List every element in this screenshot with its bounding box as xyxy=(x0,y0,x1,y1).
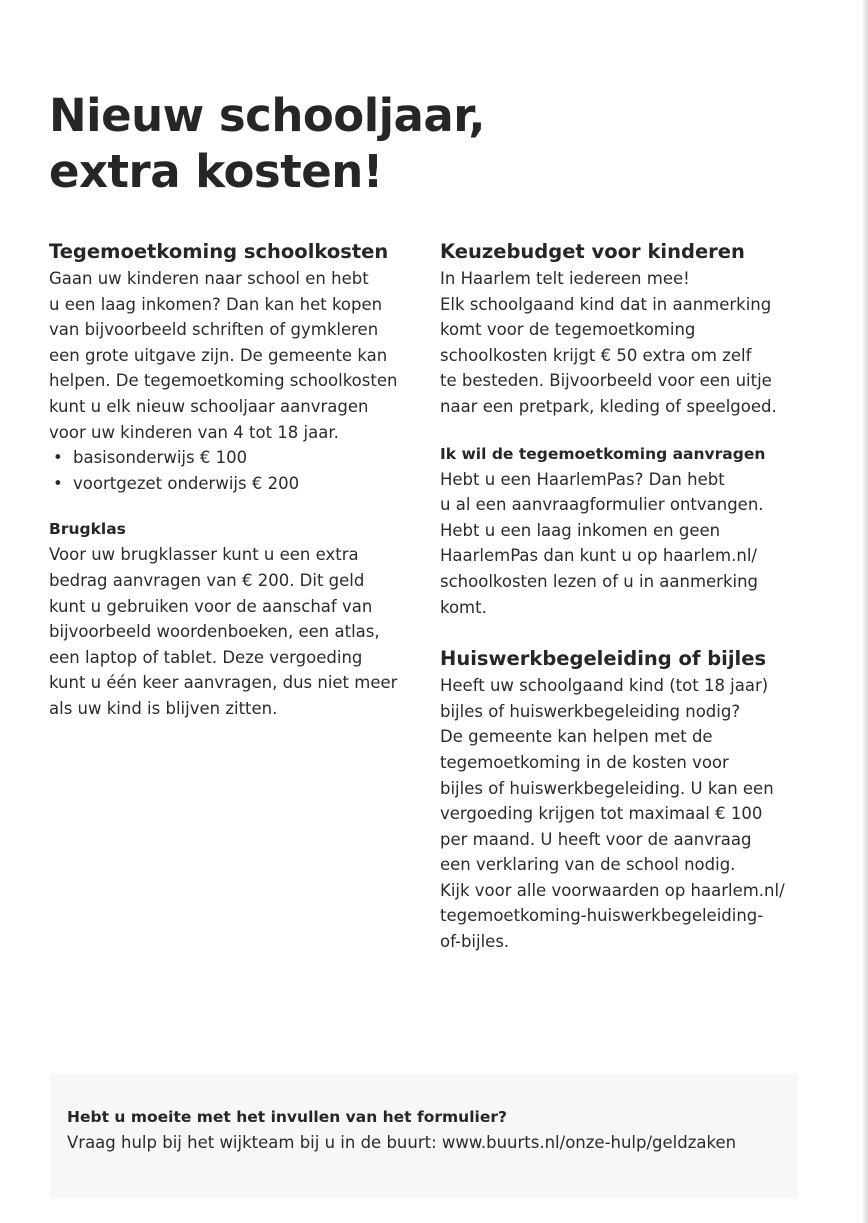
page-title-line-2: extra kosten! xyxy=(49,145,383,198)
huiswerk-line: tegemoetkoming in de kosten voor xyxy=(440,752,729,772)
huiswerk-line: bijles of huiswerkbegeleiding nodig? xyxy=(440,701,741,721)
page-title-line-1: Nieuw schooljaar, xyxy=(49,89,485,142)
bullet-text: voortgezet onderwijs € 200 xyxy=(73,473,300,493)
keuzebudget-heading: Keuzebudget voor kinderen xyxy=(440,240,745,263)
brugklas-line: bedrag aanvragen van € 200. Dit geld xyxy=(49,570,365,590)
left-column xyxy=(49,237,421,722)
schoolkosten-line: voor uw kinderen van 4 tot 18 jaar. xyxy=(49,422,339,442)
aanvragen-line: u al een aanvraagformulier ontvangen. xyxy=(440,495,764,515)
bullet-item-voortgezet-onderwijs xyxy=(49,471,421,497)
brugklas-heading: Brugklas xyxy=(49,520,126,539)
brugklas-line: kunt u één keer aanvragen, dus niet meer xyxy=(49,673,398,693)
brugklas-line: Voor uw brugklasser kunt u een extra xyxy=(49,545,359,565)
schoolkosten-heading: Tegemoetkoming schoolkosten xyxy=(49,240,389,263)
bullet-dot: • xyxy=(53,473,63,493)
schoolkosten-line: van bijvoorbeeld schriften of gymkleren xyxy=(49,320,379,340)
aanvragen-line: schoolkosten lezen of u in aanmerking xyxy=(440,571,759,591)
schoolkosten-body xyxy=(49,266,421,445)
scan-edge xyxy=(863,0,868,1223)
schoolkosten-line: een grote uitgave zijn. De gemeente kan xyxy=(49,345,388,365)
keuzebudget-line: te besteden. Bijvoorbeeld voor een uitje xyxy=(440,371,772,391)
section-brugklas xyxy=(49,517,421,721)
keuzebudget-line: komt voor de tegemoetkoming xyxy=(440,320,696,340)
brugklas-line: een laptop of tablet. Deze vergoeding xyxy=(49,647,363,667)
help-box xyxy=(50,1074,798,1198)
keuzebudget-line: naar een pretpark, kleding of speelgoed. xyxy=(440,396,777,416)
keuzebudget-line: schoolkosten krijgt € 50 extra om zelf xyxy=(440,345,752,365)
schoolkosten-line: helpen. De tegemoetkoming schoolkosten xyxy=(49,371,398,391)
aanvragen-line: HaarlemPas dan kunt u op haarlem.nl/ xyxy=(440,546,757,566)
help-box-text: Vraag hulp bij het wijkteam bij u in de buurt: www.buurts.nl/onze-hulp/geldzaken xyxy=(67,1133,737,1152)
huiswerk-body xyxy=(440,673,820,955)
schoolkosten-bullet-list xyxy=(49,445,421,496)
aanvragen-body xyxy=(440,467,820,621)
brugklas-body xyxy=(49,542,421,721)
help-box-content xyxy=(67,1105,736,1156)
schoolkosten-line: Gaan uw kinderen naar school en hebt xyxy=(49,269,369,288)
spacer xyxy=(440,620,820,644)
aanvragen-heading: Ik wil de tegemoetkoming aanvragen xyxy=(440,444,766,463)
keuzebudget-line: Elk schoolgaand kind dat in aanmerking xyxy=(440,294,772,314)
schoolkosten-line: u een laag inkomen? Dan kan het kopen xyxy=(49,294,383,314)
schoolkosten-line: kunt u elk nieuw schooljaar aanvragen xyxy=(49,396,369,416)
section-huiswerkbegeleiding xyxy=(440,644,820,955)
brugklas-line: als uw kind is blijven zitten. xyxy=(49,698,278,718)
section-aanvragen xyxy=(440,442,820,621)
huiswerk-line: per maand. U heeft voor de aanvraag xyxy=(440,829,752,849)
huiswerk-line: vergoeding krijgen tot maximaal € 100 xyxy=(440,804,763,824)
section-keuzebudget xyxy=(440,237,820,420)
huiswerk-line: bijles of huiswerkbegeleiding. U kan een xyxy=(440,778,774,798)
bullet-item-basisonderwijs xyxy=(49,445,421,471)
keuzebudget-line: In Haarlem telt iedereen mee! xyxy=(440,269,690,288)
aanvragen-line: Hebt u een HaarlemPas? Dan hebt xyxy=(440,469,725,489)
right-column xyxy=(440,237,820,955)
bullet-text: basisonderwijs € 100 xyxy=(73,448,248,468)
huiswerk-line: een verklaring van de school nodig. xyxy=(440,855,736,875)
brugklas-line: kunt u gebruiken voor de aanschaf van xyxy=(49,596,373,616)
page-title xyxy=(49,88,609,200)
keuzebudget-body xyxy=(440,266,820,420)
help-box-title: Hebt u moeite met het invullen van het formulier? xyxy=(67,1108,507,1126)
huiswerk-line: tegemoetkoming-huiswerkbegeleiding- xyxy=(440,906,764,926)
spacer xyxy=(49,496,421,517)
brugklas-line: bijvoorbeeld woordenboeken, een atlas, xyxy=(49,622,380,642)
huiswerk-line: of-bijles. xyxy=(440,932,510,952)
aanvragen-line: Hebt u een laag inkomen en geen xyxy=(440,520,721,540)
huiswerk-line: De gemeente kan helpen met de xyxy=(440,727,713,747)
huiswerk-heading: Huiswerkbegeleiding of bijles xyxy=(440,647,767,671)
section-schoolkosten xyxy=(49,237,421,496)
spacer xyxy=(440,420,820,442)
huiswerk-line: Kijk voor alle voorwaarden op haarlem.nl/ xyxy=(440,880,785,900)
aanvragen-line: komt. xyxy=(440,597,487,617)
bullet-dot: • xyxy=(53,448,63,468)
huiswerk-line: Heeft uw schoolgaand kind (tot 18 jaar) xyxy=(440,676,769,696)
